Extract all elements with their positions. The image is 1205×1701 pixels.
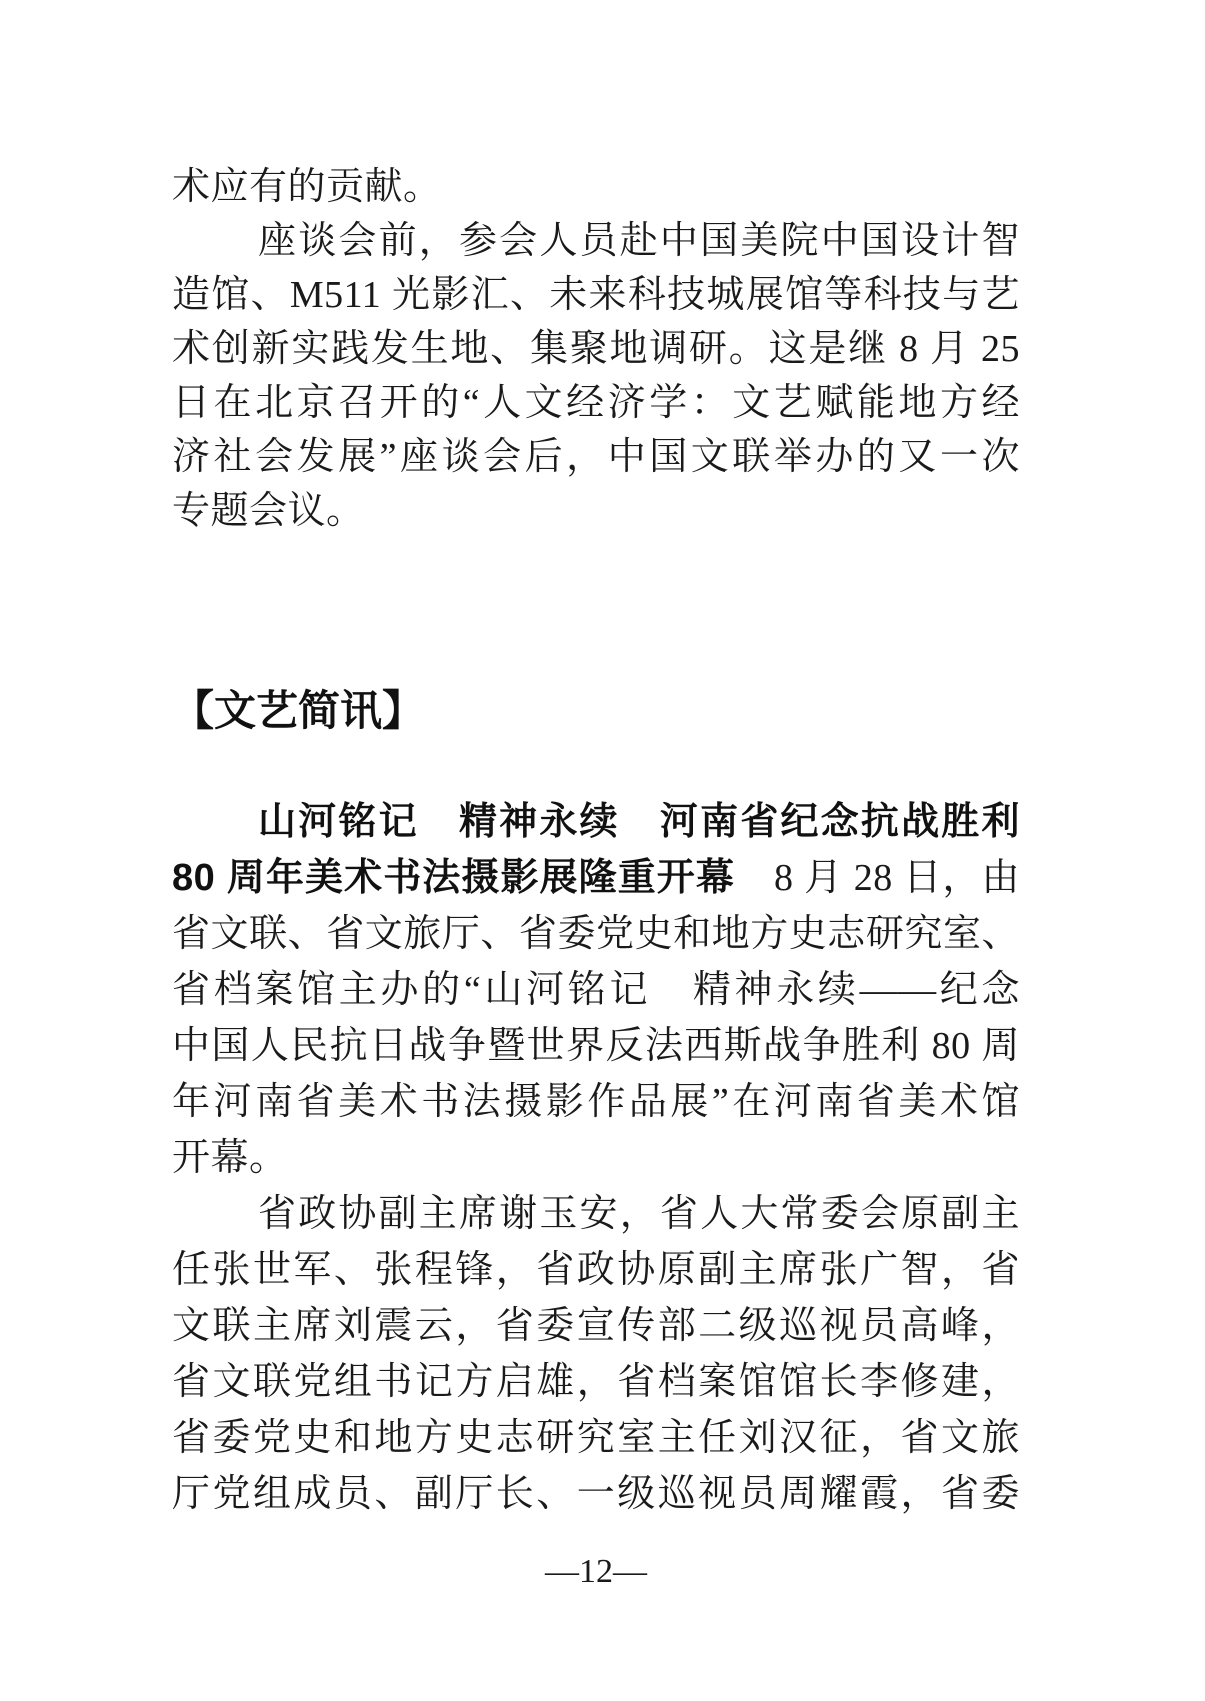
text-line xyxy=(172,322,1020,376)
text-run: 文联主席刘震云，省委宣传部二级巡视员高峰， xyxy=(172,1305,1020,1347)
text-run: 术应有的贡献。 xyxy=(172,166,442,208)
text-line xyxy=(172,376,1020,430)
news-title-run: 80 周年美术书法摄影展隆重开幕 xyxy=(172,857,735,899)
text-line xyxy=(172,1018,1020,1074)
text-run: 造馆、M511 光影汇、未来科技城展馆等科技与艺 xyxy=(172,274,1020,316)
text-line xyxy=(172,1466,1020,1522)
text-line xyxy=(172,160,1020,214)
page-content xyxy=(172,0,1020,1594)
text-line xyxy=(172,484,1020,538)
text-run: 省文联、省文旅厅、省委党史和地方史志研究室、 xyxy=(172,913,1020,955)
text-run: 年河南省美术书法摄影作品展”在河南省美术馆 xyxy=(172,1081,1020,1123)
text-run: 术创新实践发生地、集聚地调研。这是继 8 月 25 xyxy=(172,328,1020,370)
text-run: 座谈会前，参会人员赴中国美院中国设计智 xyxy=(258,220,1020,262)
text-line xyxy=(172,1074,1020,1130)
text-line xyxy=(172,1130,1020,1186)
paragraph-news xyxy=(172,794,1020,1522)
text-line xyxy=(172,906,1020,962)
text-run: 开幕。 xyxy=(172,1137,288,1179)
text-line xyxy=(172,1242,1020,1298)
text-run: 省委党史和地方史志研究室主任刘汉征，省文旅 xyxy=(172,1417,1020,1459)
text-line xyxy=(172,850,1020,906)
text-line xyxy=(172,1410,1020,1466)
paragraph-intro xyxy=(172,160,1020,538)
text-run: 省文联党组书记方启雄，省档案馆馆长李修建， xyxy=(172,1361,1020,1403)
text-line xyxy=(172,430,1020,484)
text-run: 任张世军、张程锋，省政协原副主席张广智，省 xyxy=(172,1249,1020,1291)
text-run: 厅党组成员、副厅长、一级巡视员周耀霞，省委 xyxy=(172,1473,1020,1515)
text-line xyxy=(172,794,1020,850)
text-line xyxy=(172,1186,1020,1242)
text-run: 济社会发展”座谈会后，中国文联举办的又一次 xyxy=(172,436,1020,478)
text-run: 中国人民抗日战争暨世界反法西斯战争胜利 80 周 xyxy=(172,1025,1020,1067)
text-run: 日在北京召开的“人文经济学：文艺赋能地方经 xyxy=(172,382,1020,424)
section-header-briefs: 【文艺简讯】 xyxy=(172,687,425,734)
text-line xyxy=(172,1354,1020,1410)
text-run: 专题会议。 xyxy=(172,490,365,532)
text-line xyxy=(172,962,1020,1018)
text-line xyxy=(172,214,1020,268)
news-title-run: 山河铭记 精神永续 河南省纪念抗战胜利 xyxy=(258,801,1020,843)
text-line xyxy=(172,268,1020,322)
page-number: —12— xyxy=(545,1553,647,1590)
text-run: 8 月 28 日，由 xyxy=(734,857,1020,899)
text-line xyxy=(172,1298,1020,1354)
text-run: 省档案馆主办的“山河铭记 精神永续——纪念 xyxy=(172,969,1020,1011)
text-run: 省政协副主席谢玉安，省人大常委会原副主 xyxy=(258,1193,1020,1235)
